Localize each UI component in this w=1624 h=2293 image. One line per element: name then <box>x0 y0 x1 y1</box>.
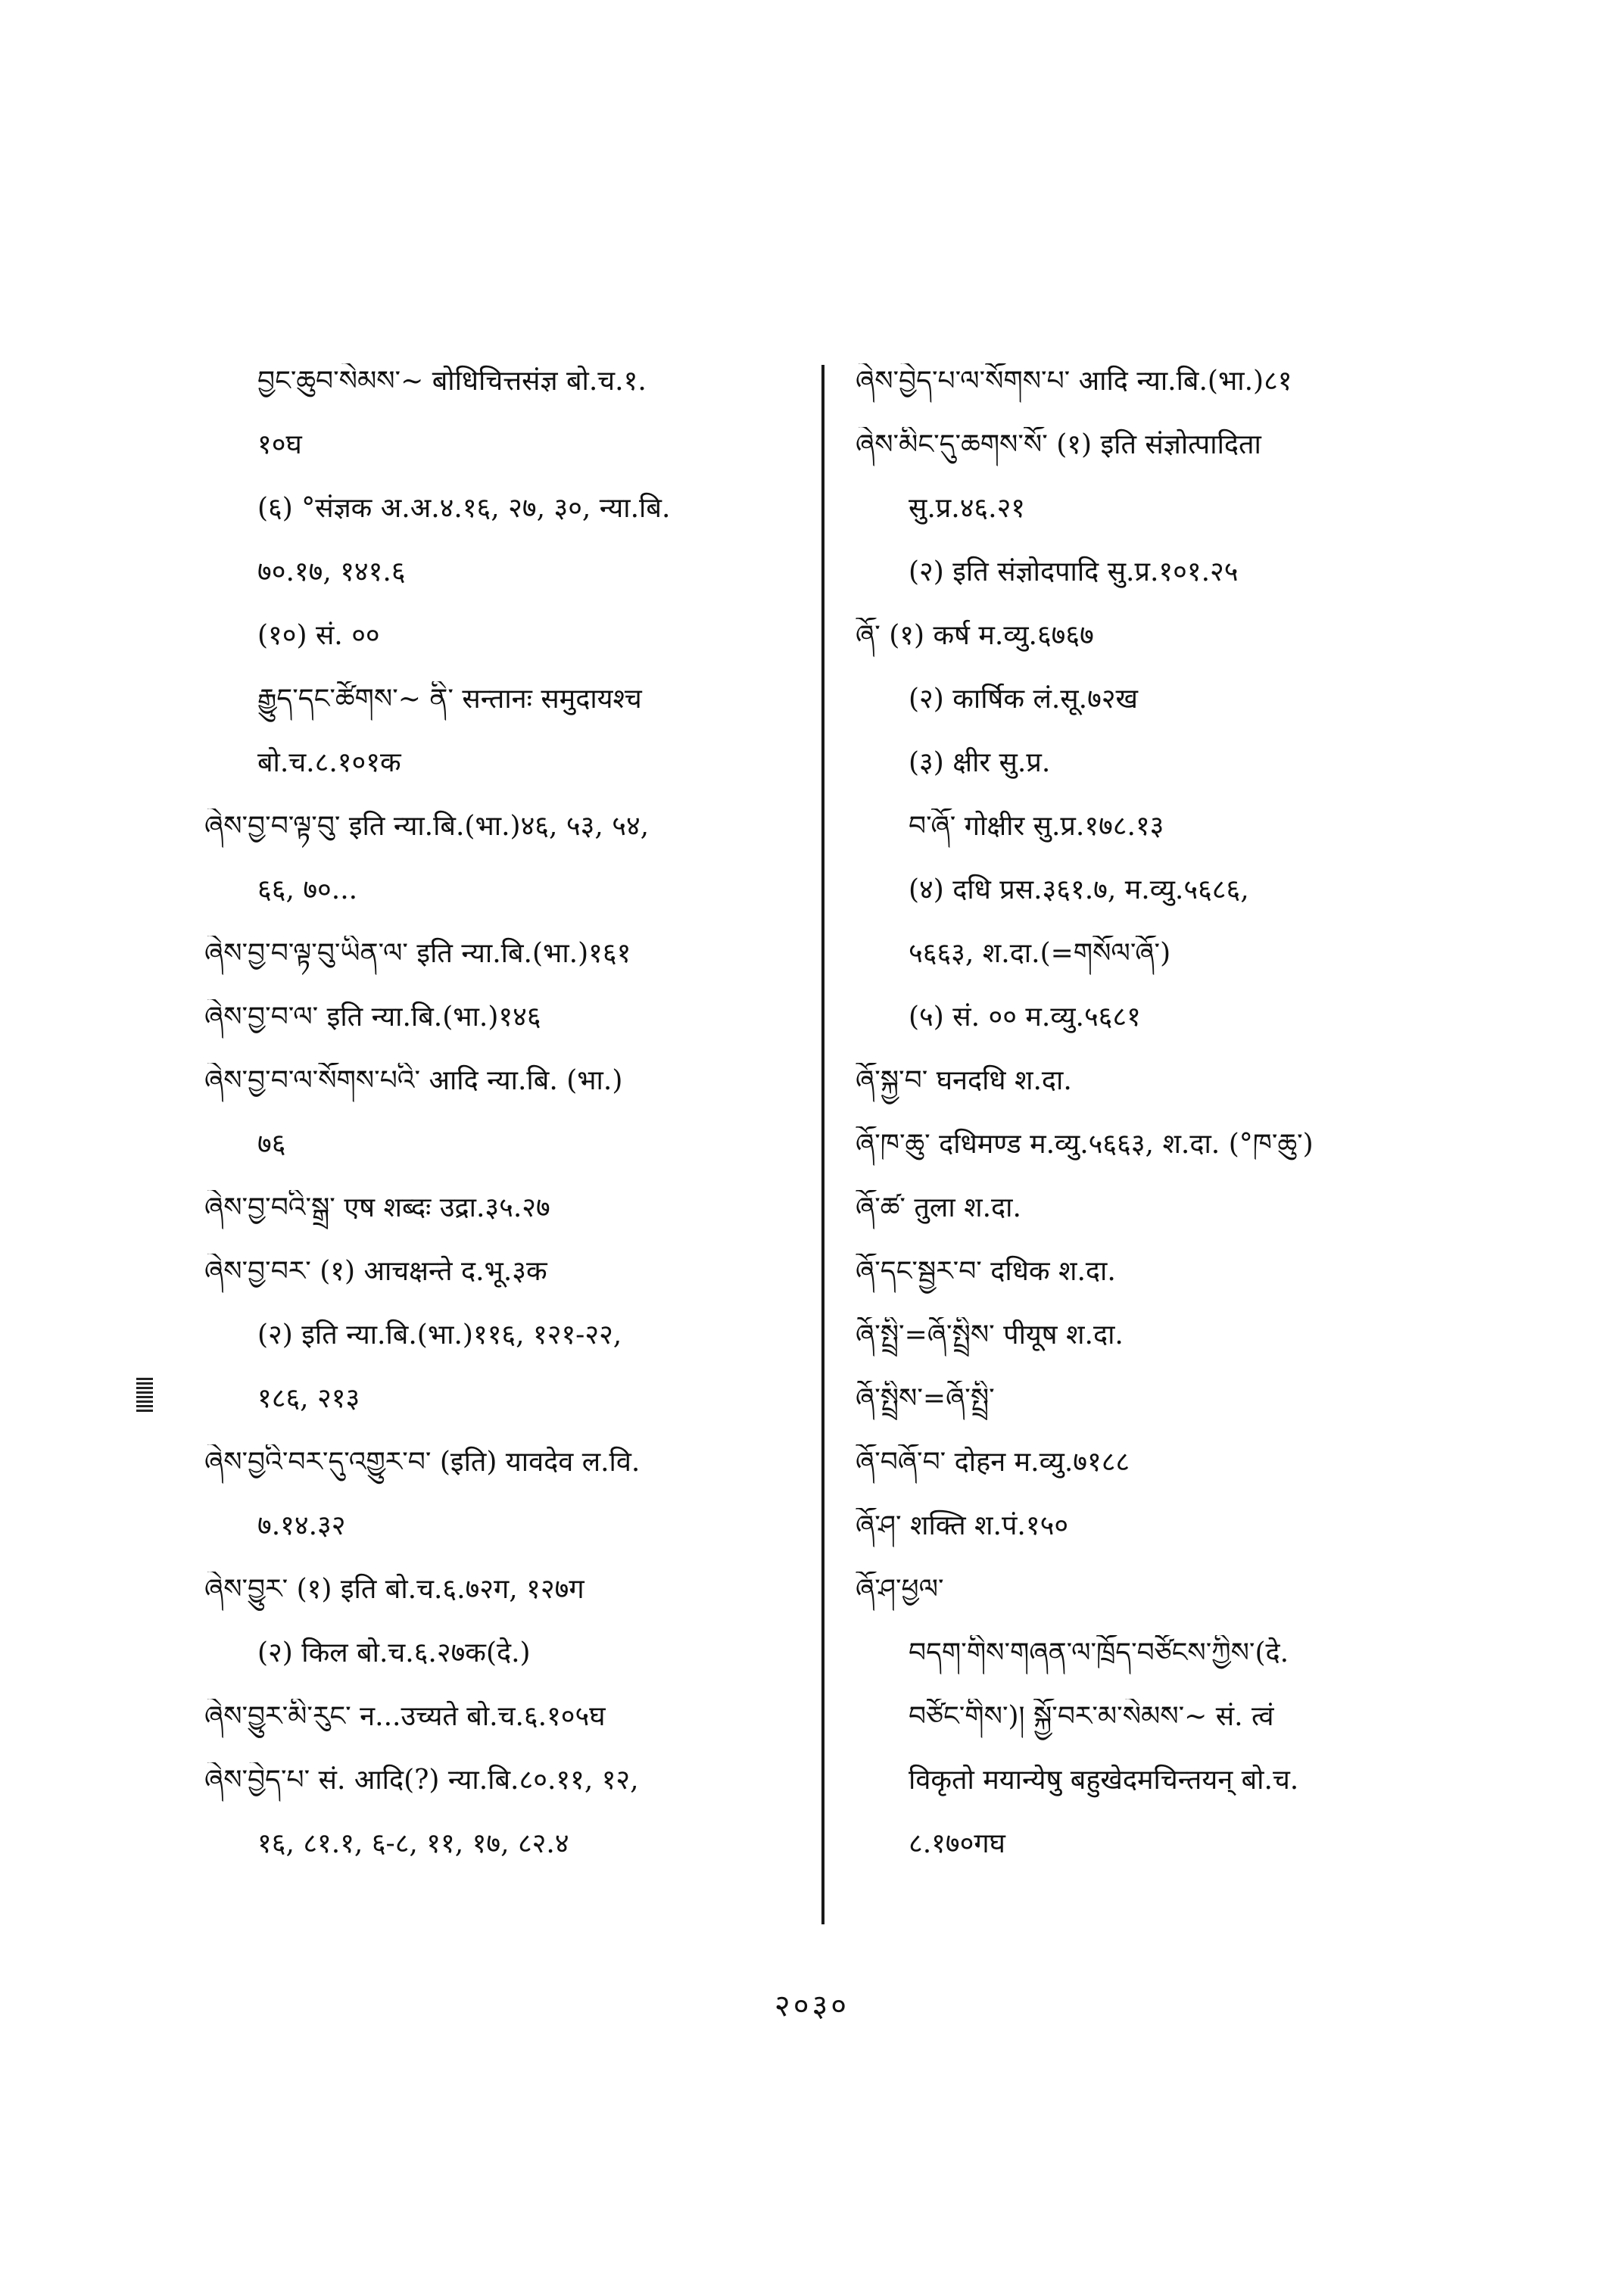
dictionary-entry-line: ७.१४.३२ <box>257 1510 346 1541</box>
dictionary-entry-line: ཞོ་སྤྲི་=ཞོ་སྤྲིས་ पीयूष श.दा. <box>856 1319 1124 1351</box>
dictionary-entry-line: ८.१७०गघ <box>909 1828 1005 1859</box>
dictionary-entry-line: ཞོ་བཞོ་བ་ दोहन म.व्यु.७१८८ <box>856 1447 1130 1478</box>
right-column <box>856 363 1484 1890</box>
dictionary-entry-line: (२) इति संज्ञोदपादि सु.प्र.१०१.२५ <box>909 556 1239 587</box>
dictionary-entry-line: ཞོ་ཤ་ शक्ति श.पं.१५० <box>856 1510 1069 1541</box>
dictionary-entry-line: विकृतो मयान्येषु बहुखेदमचिन्तयन् बो.च. <box>909 1765 1299 1796</box>
dictionary-entry-line: ཞེས་བྱུར་མི་རུང་ न...उच्यते बो.च.६.१०५घ <box>204 1701 606 1732</box>
dictionary-entry-line: ཞེས་བྱེད་པ་ सं. आदि(?) न्या.बि.८०.११, १२, <box>204 1765 639 1796</box>
dictionary-entry-line: ཞོ་སྐྱ་བ་ घनदधि श.दा. <box>856 1065 1072 1096</box>
dictionary-entry-line: ७६ <box>257 1129 286 1160</box>
dictionary-entry-line: (२) कार्षिक लं.सू.७२ख <box>909 684 1138 715</box>
dictionary-entry-line: ཞོ་ཤ་ཕྱལ་ <box>856 1574 944 1605</box>
dictionary-entry-line: ६६, ७०... <box>257 874 358 905</box>
dictionary-entry-line: ཞེས་བྱེད་པ་ལ་སོགས་པ་ आदि न्या.बि.(भा.)८१ <box>856 366 1292 397</box>
dictionary-entry-line: བཙོང་གིས་)། སྐྱོ་བར་མ་སེམས་~ सं. त्वं <box>909 1701 1274 1732</box>
dictionary-entry-line: ཞོ་ཚ་ तुला श.दा. <box>856 1192 1021 1223</box>
column-divider <box>821 365 824 1924</box>
dictionary-entry-line: १६, ८१.१, ६-८, ११, १७, ८२.४ <box>257 1828 569 1859</box>
dictionary-entry-line: བ་ཞོ་ गोक्षीर सु.प्र.१७८.१३ <box>909 811 1164 842</box>
dictionary-entry-line: १८६, २१३ <box>257 1383 360 1414</box>
dictionary-entry-line: (५) सं. ०० म.व्यु.५६८१ <box>909 1002 1141 1033</box>
dictionary-entry-line: ཞོ་དང་སྦྱར་བ་ दधिक श.दा. <box>856 1256 1116 1287</box>
dictionary-entry-line: བྱང་ཆུབ་སེམས་~ बोधिचित्तसंज्ञ बो.च.१. <box>257 366 647 397</box>
dictionary-entry-line: ཞོ་སྤྲིས་=ཞོ་སྤྲི་ <box>856 1383 995 1414</box>
dictionary-entry-line: ७०.१७, १४१.६ <box>257 556 406 587</box>
dictionary-entry-line: (१०) सं. ०० <box>257 620 380 651</box>
dictionary-entry-line: ཞེས་མིང་དུ་ཆགས་སོ་ (१) इति संज्ञोत्पादिता <box>856 429 1261 460</box>
dictionary-entry-line: १०घ <box>257 429 302 460</box>
dictionary-entry-line: सु.प्र.४६.२१ <box>909 493 1026 524</box>
dictionary-entry-line: ५६६३, श.दा.(=གསོལ་ཞོ་) <box>909 938 1171 969</box>
dictionary-entry-line: ཞེས་བྱ་བ་ལྟ་བུ་ཡིན་ལ་ इति न्या.बि.(भा.)१६१ <box>204 938 631 969</box>
dictionary-entry-line: ཞེས་བྱུར་ (१) इति बो.च.६.७२ग, १२७ग <box>204 1574 584 1605</box>
dictionary-entry-line: ཞོ་ཁ་ཆུ་ दधिमण्ड म.व्यु.५६६३, श.दा. (°ཁ་ཆུ་) <box>856 1129 1314 1160</box>
left-column <box>204 363 810 1890</box>
margin-mark-icon <box>136 1378 153 1413</box>
dictionary-entry-line: རྒྱུད་དང་ཚོགས་~ ནི་ सन्तानः समुदायश्च <box>257 684 642 715</box>
dictionary-entry-line: (४) दधि प्रस.३६१.७, म.व्यु.५६८६, <box>909 874 1249 905</box>
dictionary-entry-line: བདག་གིས་གཞན་ལ་ཁྲོད་བཙོངས་ཀྱིས་(दे. <box>909 1637 1289 1668</box>
dictionary-entry-line: ཞེས་བྱ་བ་ལ་སོགས་པའི་ आदि न्या.बि. (भा.) <box>204 1065 623 1096</box>
dictionary-entry-line: बो.च.८.१०१क <box>257 747 401 778</box>
page-number: २०३० <box>774 1989 850 2024</box>
dictionary-entry-line: ཞེས་བྱ་བའི་སྒྲ་ एष शब्दः उद्रा.३५.२७ <box>204 1192 550 1223</box>
dictionary-entry-line: (२) इति न्या.बि.(भा.)११६, १२१-२२, <box>257 1319 622 1351</box>
dictionary-entry-line: (६) °संज्ञक अ.अ.४.१६, २७, ३०, न्या.बि. <box>257 493 671 524</box>
dictionary-entry-line: ཞོ་ (१) कर्ष म.व्यु.६७६७ <box>856 620 1094 651</box>
dictionary-entry-line: ཞེས་བྱ་བ་ལྟ་བུ་ इति न्या.बि.(भा.)४६, ५३, ५४, <box>204 811 650 842</box>
dictionary-entry-line: ཞེས་བྱའི་བར་དུ་འགྱུར་བ་ (इति) यावदेव ल.वि. <box>204 1447 641 1478</box>
dictionary-entry-line: ཞེས་བྱ་བ་ལ་ इति न्या.बि.(भा.)१४६ <box>204 1002 541 1033</box>
dictionary-entry-line: (३) क्षीर सु.प्र. <box>909 747 1051 778</box>
dictionary-entry-line: ཞེས་བྱ་བར་ (१) आचक्षन्ते द.भू.३क <box>204 1256 547 1287</box>
dictionary-entry-line: (२) किल बो.च.६.२७क(दे.) <box>257 1637 531 1668</box>
